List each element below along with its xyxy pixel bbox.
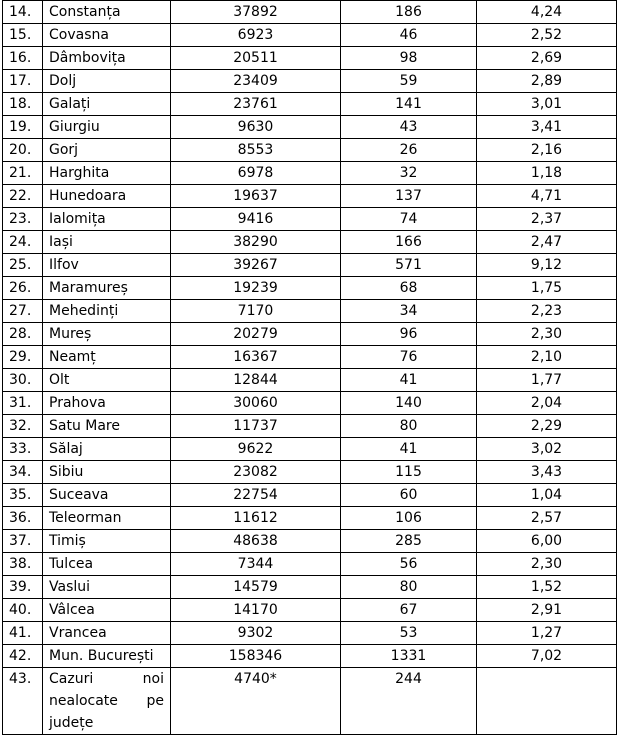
new-cases-cell: 59 [341,70,477,93]
incidence-rate-cell: 6,00 [477,530,617,553]
incidence-rate-cell: 1,52 [477,576,617,599]
total-cases-cell: 9622 [171,438,341,461]
total-cases-cell: 6923 [171,24,341,47]
total-cases-cell: 38290 [171,231,341,254]
row-number-cell: 16. [3,47,43,70]
county-name-cell: Neamț [43,346,171,369]
total-cases-cell: 16367 [171,346,341,369]
row-number-cell: 24. [3,231,43,254]
table-row [3,645,617,668]
total-cases-cell: 19637 [171,185,341,208]
incidence-rate-cell: 1,77 [477,369,617,392]
table-row [3,1,617,24]
incidence-rate-cell: 1,75 [477,277,617,300]
county-name-cell: Tulcea [43,553,171,576]
table-row [3,530,617,553]
county-name-cell: Sălaj [43,438,171,461]
row-number-cell: 39. [3,576,43,599]
county-name-cell: Satu Mare [43,415,171,438]
county-name-cell: Mureș [43,323,171,346]
new-cases-cell: 244 [341,668,477,735]
table-row [3,369,617,392]
row-number-cell: 37. [3,530,43,553]
incidence-rate-cell: 2,89 [477,70,617,93]
table-row [3,346,617,369]
county-name-cell: Covasna [43,24,171,47]
row-number-cell: 40. [3,599,43,622]
table-row [3,392,617,415]
row-number-cell: 20. [3,139,43,162]
incidence-rate-cell: 9,12 [477,254,617,277]
incidence-rate-cell: 4,71 [477,185,617,208]
incidence-rate-cell: 7,02 [477,645,617,668]
incidence-rate-cell: 4,24 [477,1,617,24]
incidence-rate-cell: 2,37 [477,208,617,231]
table-row [3,70,617,93]
total-cases-cell: 12844 [171,369,341,392]
total-cases-cell: 14170 [171,599,341,622]
table-row [3,622,617,645]
new-cases-cell: 43 [341,116,477,139]
county-name-cell: Vaslui [43,576,171,599]
table-row [3,438,617,461]
row-number-cell: 38. [3,553,43,576]
county-name-cell: Constanța [43,1,171,24]
new-cases-cell: 1331 [341,645,477,668]
row-number-cell: 26. [3,277,43,300]
table-row [3,599,617,622]
total-cases-cell: 23409 [171,70,341,93]
row-number-cell: 31. [3,392,43,415]
total-cases-cell: 8553 [171,139,341,162]
county-name-cell: Teleorman [43,507,171,530]
incidence-rate-cell: 1,18 [477,162,617,185]
row-number-cell: 18. [3,93,43,116]
county-name-cell: Maramureș [43,277,171,300]
total-cases-cell: 19239 [171,277,341,300]
county-name-cell: Ialomița [43,208,171,231]
row-number-cell: 19. [3,116,43,139]
new-cases-cell: 56 [341,553,477,576]
county-name-cell: Harghita [43,162,171,185]
incidence-rate-cell: 2,30 [477,323,617,346]
incidence-rate-cell: 3,02 [477,438,617,461]
incidence-rate-cell: 3,43 [477,461,617,484]
table-row [3,576,617,599]
total-cases-cell: 6978 [171,162,341,185]
table-row [3,139,617,162]
new-cases-cell: 74 [341,208,477,231]
row-number-cell: 33. [3,438,43,461]
new-cases-cell: 53 [341,622,477,645]
new-cases-cell: 285 [341,530,477,553]
incidence-rate-cell: 2,57 [477,507,617,530]
table-row [3,323,617,346]
row-number-cell: 22. [3,185,43,208]
county-name-cell: Ilfov [43,254,171,277]
county-cases-table [2,0,617,735]
table-row [3,277,617,300]
table-row [3,231,617,254]
table-row [3,484,617,507]
row-number-cell: 35. [3,484,43,507]
table-row [3,461,617,484]
new-cases-cell: 80 [341,415,477,438]
row-number-cell: 27. [3,300,43,323]
county-name-cell: Cazuri noi nealocate pe județe [43,668,171,735]
table-row [3,300,617,323]
total-cases-cell: 48638 [171,530,341,553]
total-cases-cell: 37892 [171,1,341,24]
row-number-cell: 17. [3,70,43,93]
total-cases-cell: 23761 [171,93,341,116]
incidence-rate-cell: 1,27 [477,622,617,645]
county-name-cell: Sibiu [43,461,171,484]
incidence-rate-cell: 2,04 [477,392,617,415]
table-row [3,553,617,576]
table-row [3,415,617,438]
county-name-cell: Timiș [43,530,171,553]
county-name-cell: Olt [43,369,171,392]
total-cases-cell: 20511 [171,47,341,70]
county-name-cell: Prahova [43,392,171,415]
new-cases-cell: 34 [341,300,477,323]
total-cases-cell: 20279 [171,323,341,346]
new-cases-cell: 32 [341,162,477,185]
table-row [3,208,617,231]
total-cases-cell: 14579 [171,576,341,599]
row-number-cell: 23. [3,208,43,231]
new-cases-cell: 106 [341,507,477,530]
incidence-rate-cell: 2,16 [477,139,617,162]
new-cases-cell: 186 [341,1,477,24]
total-cases-cell: 9416 [171,208,341,231]
row-number-cell: 15. [3,24,43,47]
county-name-cell: Suceava [43,484,171,507]
table-row [3,47,617,70]
total-cases-cell: 7170 [171,300,341,323]
new-cases-cell: 76 [341,346,477,369]
total-cases-cell: 30060 [171,392,341,415]
new-cases-cell: 26 [341,139,477,162]
table-body [3,1,617,735]
new-cases-cell: 68 [341,277,477,300]
table-row [3,507,617,530]
table-row [3,93,617,116]
table-row [3,185,617,208]
county-name-cell: Gorj [43,139,171,162]
incidence-rate-cell: 2,23 [477,300,617,323]
county-name-cell: Giurgiu [43,116,171,139]
incidence-rate-cell: 2,10 [477,346,617,369]
new-cases-cell: 96 [341,323,477,346]
county-name-cell: Dâmbovița [43,47,171,70]
new-cases-cell: 141 [341,93,477,116]
row-number-cell: 25. [3,254,43,277]
row-number-cell: 43. [3,668,43,735]
table-row [3,24,617,47]
new-cases-cell: 46 [341,24,477,47]
county-name-cell: Vâlcea [43,599,171,622]
new-cases-cell: 41 [341,369,477,392]
row-number-cell: 41. [3,622,43,645]
new-cases-cell: 140 [341,392,477,415]
total-cases-cell: 158346 [171,645,341,668]
incidence-rate-cell: 2,91 [477,599,617,622]
row-number-cell: 36. [3,507,43,530]
new-cases-cell: 115 [341,461,477,484]
incidence-rate-cell: 3,41 [477,116,617,139]
total-cases-cell: 22754 [171,484,341,507]
total-cases-cell: 9630 [171,116,341,139]
row-number-cell: 34. [3,461,43,484]
row-number-cell: 14. [3,1,43,24]
total-cases-cell: 9302 [171,622,341,645]
incidence-rate-cell: 2,30 [477,553,617,576]
table-row [3,668,617,735]
new-cases-cell: 166 [341,231,477,254]
new-cases-cell: 98 [341,47,477,70]
incidence-rate-cell: 2,29 [477,415,617,438]
incidence-rate-cell: 2,69 [477,47,617,70]
table-row [3,254,617,277]
county-name-cell: Mun. București [43,645,171,668]
total-cases-cell: 7344 [171,553,341,576]
new-cases-cell: 60 [341,484,477,507]
total-cases-cell: 11612 [171,507,341,530]
county-name-cell: Dolj [43,70,171,93]
county-name-cell: Mehedinți [43,300,171,323]
row-number-cell: 42. [3,645,43,668]
row-number-cell: 28. [3,323,43,346]
new-cases-cell: 67 [341,599,477,622]
incidence-rate-cell [477,668,617,735]
new-cases-cell: 137 [341,185,477,208]
total-cases-cell: 23082 [171,461,341,484]
total-cases-cell: 11737 [171,415,341,438]
row-number-cell: 32. [3,415,43,438]
new-cases-cell: 41 [341,438,477,461]
county-name-cell: Hunedoara [43,185,171,208]
county-name-cell: Vrancea [43,622,171,645]
incidence-rate-cell: 2,47 [477,231,617,254]
county-name-cell: Galați [43,93,171,116]
incidence-rate-cell: 1,04 [477,484,617,507]
table-row [3,116,617,139]
incidence-rate-cell: 2,52 [477,24,617,47]
county-name-cell: Iași [43,231,171,254]
table-row [3,162,617,185]
row-number-cell: 21. [3,162,43,185]
table-container [2,0,617,735]
row-number-cell: 29. [3,346,43,369]
row-number-cell: 30. [3,369,43,392]
new-cases-cell: 80 [341,576,477,599]
incidence-rate-cell: 3,01 [477,93,617,116]
total-cases-cell: 39267 [171,254,341,277]
new-cases-cell: 571 [341,254,477,277]
total-cases-cell: 4740* [171,668,341,735]
